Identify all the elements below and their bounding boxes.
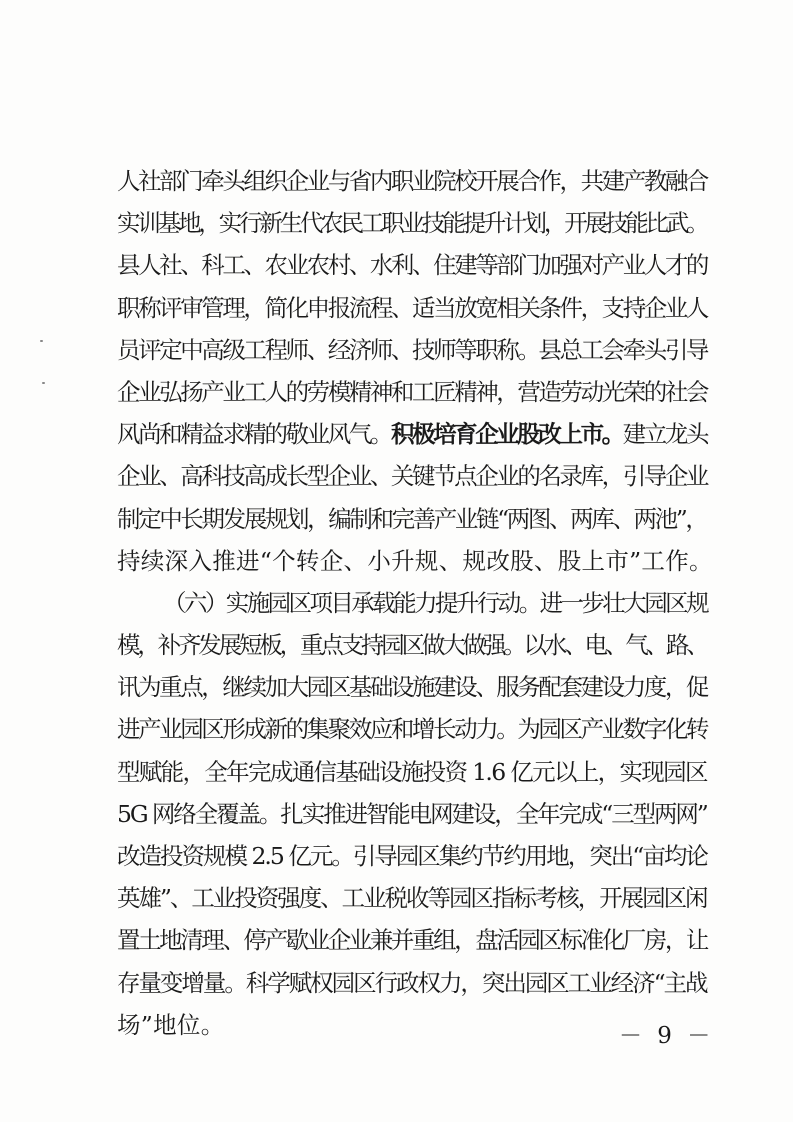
text-line: 英雄”、工业投资强度、工业税收等园区指标考核，开展园区闲 xyxy=(117,884,707,913)
text-line: 持续深入推进“个转企、小升规、规改股、股上市”工作。 xyxy=(117,546,713,575)
bold-heading-segment: 积极培育企业股改上市。 xyxy=(390,420,623,449)
text-line: 型赋能，全年完成通信基础设施投资 1.6 亿元以上，实现园区 xyxy=(117,757,707,786)
text-line: 置土地清理、停产歇业企业兼并重组，盘活园区标准化厂房，让 xyxy=(117,926,707,955)
scan-speck xyxy=(42,382,45,384)
body-text xyxy=(117,160,713,1046)
text-line: 模，补齐发展短板，重点支持园区做大做强。以水、电、气、路、 xyxy=(117,631,707,660)
text-line: 讯为重点，继续加大园区基础设施建设、服务配套建设力度，促 xyxy=(117,673,707,702)
text-line: 企业、高科技高成长型企业、关键节点企业的名录库，引导企业 xyxy=(117,462,707,491)
text-segment: 风尚和精益求精的敬业风气。 xyxy=(117,420,391,449)
text-segment: 建立龙头 xyxy=(622,420,708,449)
text-line: 进产业园区形成新的集聚效应和增长动力。为园区产业数字化转 xyxy=(117,715,707,744)
text-line: 员评定中高级工程师、经济师、技师等职称。县总工会牵头引导 xyxy=(117,335,707,364)
text-line-mixed xyxy=(117,413,707,455)
text-line: 5G 网络全覆盖。扎实推进智能电网建设，全年完成“三型两网” xyxy=(117,799,707,828)
text-line: 职称评审管理，简化申报流程、适当放宽相关条件，支持企业人 xyxy=(117,293,707,322)
text-line: 企业弘扬产业工人的劳模精神和工匠精神，营造劳动光荣的社会 xyxy=(117,377,707,406)
paragraph-start-line: （六）实施园区项目承载能力提升行动。进一步壮大园区规 xyxy=(163,588,707,617)
page-number: － 9 － xyxy=(619,1023,715,1049)
text-line: 存量变增量。科学赋权园区行政权力，突出园区工业经济“主战 xyxy=(117,968,707,997)
text-line: 人社部门牵头组织企业与省内职业院校开展合作，共建产教融合 xyxy=(117,167,707,195)
text-line: 场”地位。 xyxy=(117,1010,225,1039)
scan-speck xyxy=(40,340,43,342)
text-line: 制定中长期发展规划，编制和完善产业链“两图、两库、两池”， xyxy=(117,504,707,533)
text-line: 县人社、科工、农业农村、水利、住建等部门加强对产业人才的 xyxy=(117,251,707,280)
text-line: 实训基地，实行新生代农民工职业技能提升计划，开展技能比武。 xyxy=(117,209,707,238)
text-line: 改造投资规模 2.5 亿元。引导园区集约节约用地，突出“亩均论 xyxy=(117,842,707,870)
